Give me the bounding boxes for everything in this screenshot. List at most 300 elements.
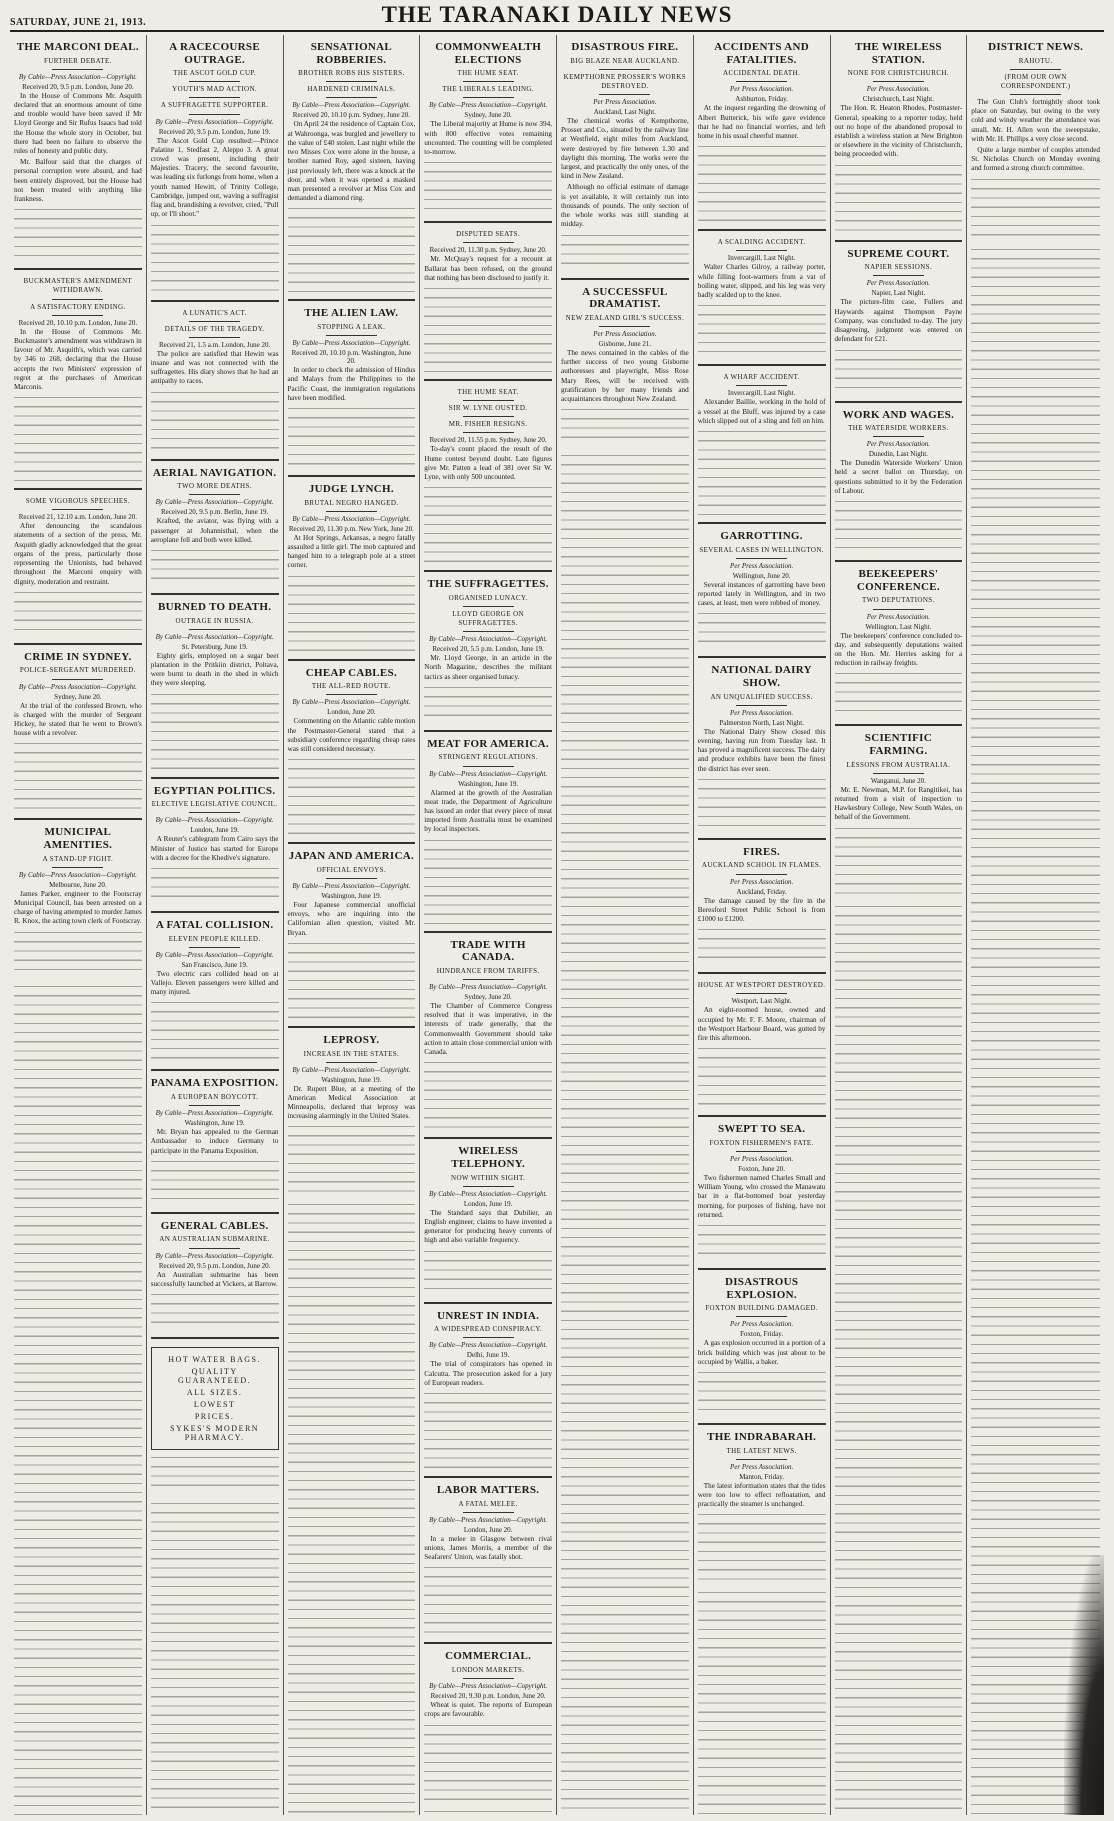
article [288, 299, 416, 469]
article-text-continuation [288, 405, 416, 469]
article-paragraph: In the House of Commons Mr. Buckmaster's amendment was withdrawn in favour of Mr. Asquith's, which was carried by 346 to 268, declaring that the House accepts the two Ministers' expression of regret at the purchases of American Marconis. [14, 327, 142, 391]
article-paragraph: Mr. Balfour said that the charges of personal corruption were absurd, and had been entirely disproved, but the House had not been treated with anything like frankness. [14, 158, 142, 204]
article-subheading: RAHOTU. [1018, 56, 1053, 65]
article-subheading: BROTHER ROBS HIS SISTERS. [298, 69, 405, 78]
article-dateline: Foxton, June 20. [738, 1164, 785, 1173]
heading-rule [736, 874, 787, 875]
article [698, 1115, 826, 1262]
article-headline: SUPREME COURT. [847, 247, 950, 260]
article-paragraph: Two fishermen named Charles Small and William Young, who crossed the Manawatu bar in a flat-bottomed boat yesterday morning, for purposes of fishing, have not returned. [697, 1173, 826, 1219]
article-byline: By Cable—Press Association—Copyright. [155, 816, 274, 825]
heading-rule [189, 321, 240, 322]
column-text-continuation [561, 452, 689, 1815]
heading-rule [326, 335, 377, 336]
article [151, 459, 279, 587]
article-headline: COMMONWEALTH ELECTIONS [435, 41, 542, 66]
article-paragraph: Alexander Baillie, working in the hold of a vessel at the Bluff, was injured by a case which slipped out of a sling and fell on him. [697, 398, 826, 425]
article-subheading: FOXTON BUILDING DAMAGED. [705, 1304, 818, 1313]
article-byline: By Cable—Press Association—Copyright. [429, 769, 548, 778]
article-paragraph: Dr. Rupert Blue, at a meeting of the American Medical Association at Minneapolis, declared that leprosy was increasing alarmingly in the United States. [287, 1084, 416, 1121]
advert-line: ALL SIZES. [186, 1387, 243, 1397]
article-text-continuation [424, 1059, 552, 1131]
article-dateline: Received 20, 9.5 p.m. London, June 20. [22, 82, 134, 91]
article-subheading: THE WATERSIDE WORKERS. [848, 424, 949, 433]
heading-rule [326, 511, 377, 512]
heading-rule [736, 1316, 787, 1317]
article-text-continuation [835, 825, 963, 897]
article-byline: Per Press Association. [730, 1320, 794, 1329]
article-subheading: THE HUME SEAT. [457, 388, 519, 397]
article-byline: By Cable—Press Association—Copyright. [429, 1682, 548, 1691]
column-text-continuation [151, 1500, 279, 1815]
article-byline: By Cable—Press Association—Copyright. [429, 101, 548, 110]
heading-rule [736, 705, 787, 706]
article-dateline: Wellington, June 20. [732, 571, 791, 580]
article-dateline: Westport, Last Night. [731, 997, 792, 1006]
article-byline: By Cable—Press Association—Copyright. [292, 1065, 411, 1074]
article-headline: UNREST IN INDIA. [437, 1309, 540, 1322]
advert-line: SYKES'S MODERN PHARMACY. [170, 1423, 260, 1442]
article-dateline: Sydney, June 20. [464, 111, 512, 120]
article-headline: DISASTROUS FIRE. [571, 41, 679, 53]
heading-rule [52, 867, 103, 868]
article-headline: SCIENTIFIC FARMING. [864, 732, 932, 758]
heading-rule [326, 878, 377, 879]
article-byline: By Cable—Press Association—Copyright. [18, 72, 137, 81]
article [698, 1268, 826, 1417]
article-text-continuation [424, 684, 552, 724]
heading-rule [463, 1337, 514, 1338]
article-text-continuation [424, 837, 552, 925]
article-paragraph: At the trial of the confessed Brown, who is charged with the murder of Sergeant Hickey, he stated that he went to Brown's house with a revolver. [14, 701, 142, 738]
article-subheading: THE LATEST NEWS. [726, 1446, 797, 1455]
article [698, 364, 826, 516]
article-text-continuation [424, 1248, 552, 1296]
heading-rule [599, 326, 650, 327]
article-byline: By Cable—Press Association—Copyright. [292, 882, 411, 890]
article-text-continuation [698, 610, 826, 650]
article-dateline: Sydney, June 20. [464, 993, 512, 1002]
article-text-continuation [424, 1390, 552, 1470]
article-paragraph: After denouncing the scandalous statements of a section of the press, Mr. Asquith gladly acknowledged that the great organs of the press, particularly those representing the Unionists, had behaved throughout the Marconi enquiry with dignity, moderation and restraint. [14, 522, 142, 586]
article-dateline: Invercargill, Last Night. [727, 389, 796, 398]
article-text-continuation [151, 389, 279, 453]
article-text-continuation [561, 406, 689, 446]
article-subheading: NOW WITHIN SIGHT. [450, 1173, 526, 1182]
article-headline: MEAT FOR AMERICA. [427, 737, 549, 750]
article-dateline: Received 20, 9.5 p.m. London, June 20. [158, 1261, 271, 1270]
article-subheading: POLICE-SERGEANT MURDERED. [19, 666, 136, 675]
advert-line: LOWEST [193, 1399, 236, 1409]
article-subheading: A STAND-UP FIGHT. [42, 854, 114, 863]
article-text-continuation [424, 1564, 552, 1636]
heading-rule [463, 416, 514, 417]
article-subheading: ORGANISED LUNACY. [448, 593, 528, 602]
article-subheading: TWO MORE DEATHS. [177, 482, 252, 491]
heading-rule [873, 436, 924, 437]
article-text-continuation [971, 176, 1100, 240]
article-subheading: DISPUTED SEATS. [456, 230, 521, 239]
article-paragraph: The Dunedin Waterside Workers' Union held a secret ballot on Thursday, on questions submitted to it by the Federation of Labour. [834, 459, 963, 495]
article-dateline: Palmerston North, Last Night. [719, 718, 804, 727]
article [698, 838, 826, 966]
article [424, 931, 552, 1132]
article [151, 1212, 279, 1331]
article-subheading: A WHARF ACCIDENT. [723, 373, 800, 382]
article-byline: Per Press Association. [593, 97, 657, 106]
article-dateline: Sydney, June 20. [54, 692, 102, 701]
article-subheading: A LUNATIC'S ACT. [182, 308, 247, 317]
article-dateline: Auckland, Friday. [736, 887, 787, 896]
article-byline: By Cable—Press Association—Copyright. [429, 1341, 548, 1350]
article-headline: EGYPTIAN POLITICS. [153, 784, 276, 797]
article-subheading: AN AUSTRALIAN SUBMARINE. [159, 1235, 270, 1244]
article-paragraph: At Hot Springs, Arkansas, a negro fatally assaulted a little girl. The mob captured and hanged him to a telegraph pole at a street corner. [287, 533, 416, 570]
article-byline: By Cable—Press Association—Copyright. [18, 870, 137, 879]
article-byline: Per Press Association. [866, 85, 930, 94]
article-dateline: Washington, June 19. [321, 892, 382, 900]
article [698, 656, 826, 831]
article-paragraph: In a melee in Glasgow between rival unions, James Morris, a member of the Seafarers' Union, was fatally shot. [424, 1534, 552, 1562]
heading-rule [189, 1248, 240, 1249]
article-paragraph: A gas explosion occurred in a portion of a brick building which was just about to be occupied by Wallis, a baker. [697, 1339, 826, 1366]
heading-rule [463, 1186, 514, 1187]
article-text-continuation [151, 1158, 279, 1206]
article-subheading: A EUROPEAN BOYCOTT. [170, 1093, 259, 1102]
news-column [284, 35, 421, 1815]
heading-rule [736, 558, 787, 559]
article-dateline: Received 20, 9.5 p.m. Berlin, June 19. [160, 508, 269, 517]
article-subheading: STRINGENT REGULATIONS. [438, 753, 538, 762]
article [14, 35, 142, 262]
article-headline: SWEPT TO SEA. [717, 1123, 806, 1136]
article-paragraph: Two electric cars collided head on at Vallejo. Eleven passengers were killed and many injured. [150, 969, 279, 997]
article-dateline: Melbourne, June 20. [49, 880, 107, 889]
article-subheading: LESSONS FROM AUSTRALIA. [846, 760, 951, 769]
article-headline: DISASTROUS EXPLOSION. [724, 1276, 799, 1301]
heading-rule [189, 494, 240, 495]
article-subheading: A SATISFACTORY ENDING. [30, 302, 126, 311]
article-byline: Per Press Association. [730, 561, 794, 570]
article-subheading: OUTRAGE IN RUSSIA. [175, 616, 254, 625]
article-paragraph: Alarmed at the growth of the Australian meat trade, the Department of Agriculture has issued an order that every piece of meat imported from Australia must be examined by local inspectors. [424, 788, 552, 834]
article-subheading: FURTHER DEBATE. [43, 56, 112, 65]
article-headline: CRIME IN SYDNEY. [24, 650, 132, 663]
article-paragraph: The National Dairy Show closed this evening, having run from Tuesday last. It has proved a magnificent success. The dairy and produce exhibits have been the finest the district has ever seen. [697, 727, 826, 773]
article-subheading: SOME VIGOROUS SPEECHES. [25, 497, 130, 506]
heading-rule [52, 69, 103, 70]
article-paragraph: The Gun Club's fortnightly shoot took place on Saturday, but owing to the very cold and windy weather the attendance was small. Mr. H. Allen won the sweepstake, with Mr. H. Phillips a very close second. [971, 97, 1100, 143]
article-byline: Per Press Association. [866, 440, 930, 449]
article-paragraph: Mr. E. Newman, M.P. for Rangitikei, has returned from a visit of inspection to Hawkesbury College, New South Wales, on behalf of the Government. [834, 785, 963, 822]
article-text-continuation [14, 589, 142, 637]
article-headline: GENERAL CABLES. [160, 1219, 269, 1232]
article [698, 1423, 826, 1583]
article-paragraph: The Ascot Gold Cup resulted:—Prince Palatine 1, Stedfast 2, Aleppo 3. A great crowd was present, including their Majesties. Tracery, the second favourite, was leading six furlongs from home, when a youth named Hewitt, of Trinity College, Cambridge, jumped out, waving a suffragist flag and, brandishing a revolver, cried, "Pull up, or I'll shoot." [150, 136, 279, 219]
article-paragraph: The Chamber of Commerce Congress resolved that it was imperative, in the interests of trade generally, that the Commonwealth Government should take action to attain close commercial union with Canada. [424, 1002, 552, 1057]
heading-rule [463, 1678, 514, 1679]
article [288, 842, 416, 1020]
article-subheading: TWO DEPUTATIONS. [862, 596, 935, 605]
article-headline: BURNED TO DEATH. [157, 600, 272, 613]
article-dateline: London, June 19. [463, 1199, 513, 1208]
heading-rule [736, 385, 787, 386]
article-dateline: Wanganui, June 20. [870, 776, 926, 785]
article-paragraph: Quite a large number of couples attended St. Nicholas Church on Monday evening and formed a strong church committee. [971, 146, 1100, 173]
article-byline: Per Press Association. [730, 877, 794, 886]
article-text-continuation [151, 1454, 279, 1494]
article-text-continuation [14, 394, 142, 482]
article-subheading: BRUTAL NEGRO HANGED. [304, 498, 399, 507]
article-dateline: London, June 20. [463, 1525, 513, 1534]
article-headline: GARROTTING. [720, 529, 803, 542]
article-dateline: Received 21, 12.10 a.m. London, June 20. [18, 513, 137, 522]
page-damage-stain [1064, 1555, 1104, 1815]
article-subheading: HARDENED CRIMINALS. [307, 85, 396, 94]
article-text-continuation [698, 1511, 826, 1583]
article-paragraph: Although no official estimate of damage is yet available, it will certainly run into thousands of pounds. The only section of the whole works was still standing at midday. [561, 183, 689, 229]
article-dateline: Gisborne, June 21. [598, 339, 652, 348]
article [14, 818, 142, 976]
news-column [831, 35, 968, 1815]
article-subheading: A SCALDING ACCIDENT. [717, 238, 806, 247]
heading-rule [189, 1105, 240, 1106]
article-dateline: Delhi, June 19. [466, 1351, 510, 1360]
heading-rule [463, 432, 514, 433]
heading-rule [463, 606, 514, 607]
article [14, 488, 142, 637]
article-byline: By Cable—Press Association—Copyright. [155, 498, 274, 507]
article-headline: JUDGE LYNCH. [308, 483, 394, 496]
article-dateline: Foxton, Friday. [740, 1330, 784, 1339]
heading-rule [463, 979, 514, 980]
article [698, 229, 826, 358]
article-paragraph: The picture-film case, Fullers and Haywards against Thompson Payne Company, was concluded to-day. The jury disagreeing, judgment was entered on defendant for £21. [834, 298, 963, 344]
article-paragraph: Mr. Bryan has appealed to the German Ambassador to induce Germany to participate in the Panama Exposition. [150, 1128, 279, 1155]
article-text-continuation [698, 143, 826, 223]
advert-line: HOT WATER BAGS. [168, 1354, 261, 1364]
article-text-continuation [698, 1222, 826, 1262]
article-headline: A SUCCESSFUL DRAMATIST. [582, 285, 668, 311]
article-dateline: London, June 20. [327, 708, 376, 717]
article-headline: FIRES. [743, 845, 781, 858]
article [424, 1476, 552, 1636]
heading-rule [52, 679, 103, 680]
article-text-continuation [151, 1291, 279, 1331]
article-dateline: London, June 19. [190, 826, 239, 835]
article-byline: By Cable—Press Association—Copyright. [292, 514, 411, 523]
article-paragraph: The latest information states that the tides were too low to effect refloatation, and practically the steamer is unchanged. [697, 1481, 826, 1509]
article [151, 300, 279, 453]
article-text-continuation [151, 999, 279, 1063]
article-subheading: AN UNQUALIFIED SUCCESS. [710, 692, 813, 701]
heading-rule [52, 315, 103, 316]
article-text-continuation [424, 159, 552, 215]
heading-rule [52, 509, 103, 510]
article-subheading: HINDRANCE FROM TARIFFS. [436, 966, 540, 975]
article-byline: By Cable—Press Association—Copyright. [155, 1251, 274, 1260]
heading-rule [189, 97, 240, 98]
article-dateline: Received 20, 11.30 p.m. Sydney, June 20. [429, 246, 547, 255]
article [424, 221, 552, 373]
article [151, 777, 279, 905]
article-subheading: NEW ZEALAND GIRL'S SUCCESS. [565, 313, 685, 322]
article [424, 1642, 552, 1801]
article-paragraph: The trial of conspirators has opened in Calcutta. The prosecution asked for a jury of European readers. [424, 1360, 552, 1387]
article-text-continuation [835, 162, 963, 234]
news-column [694, 35, 831, 1815]
article-dateline: Received 20, 11.55 p.m. Sydney, June 20. [429, 436, 547, 445]
article [151, 1069, 279, 1205]
article-subheading: THE ASCOT GOLD CUP. [173, 69, 257, 78]
article-subheading: NONE FOR CHRISTCHURCH. [847, 69, 949, 78]
article [698, 522, 826, 650]
article-byline: By Cable—Press Association—Copyright. [155, 117, 274, 126]
heading-rule [189, 812, 240, 813]
article-headline: JAPAN AND AMERICA. [288, 850, 415, 863]
article [835, 401, 963, 555]
article-subheading: STOPPING A LEAK. [317, 323, 386, 332]
article-subheading: A FATAL MELEE. [458, 1499, 518, 1508]
heading-rule [189, 629, 240, 630]
article-subheading: FOXTON FISHERMEN'S FATE. [709, 1138, 814, 1147]
article-dateline: Wellington, Last Night. [865, 622, 932, 631]
news-column [147, 35, 284, 1815]
heading-rule [873, 275, 924, 276]
article-subheading: THE LIBERALS LEADING. [442, 85, 535, 94]
article-subheading: THE HUME SEAT. [457, 69, 519, 78]
article-headline: WIRELESS TELEPHONY. [451, 1145, 526, 1170]
article-dateline: Received 20, 5.5 p.m. London, June 19. [432, 645, 544, 654]
article [288, 35, 416, 293]
article-paragraph: Several instances of garrotting have been reported lately in Wellington, and in two cases, at least, men were robbed of money. [697, 580, 826, 608]
article-text-continuation [698, 1045, 826, 1109]
article-dateline: Received 21, 1.5 a.m. London, June 20. [159, 340, 271, 349]
column-text-continuation [14, 983, 142, 1815]
article [561, 35, 689, 272]
article [151, 35, 279, 294]
article [424, 1302, 552, 1470]
article-byline: By Cable—Press Association—Copyright. [292, 339, 411, 348]
article-subheading: A SUFFRAGETTE SUPPORTER. [160, 101, 269, 110]
heading-rule [736, 993, 787, 994]
article-byline: Per Press Association. [593, 329, 657, 338]
article-subheading: ELECTIVE LEGISLATIVE COUNCIL. [151, 800, 278, 809]
column-text-continuation [835, 903, 963, 1815]
heading-rule [736, 1151, 787, 1152]
article-headline: MUNICIPAL AMENITIES. [43, 826, 113, 852]
article-paragraph: Four Japanese commercial unofficial envoys, who are inquiring into the Californian alien question, visited Mr. Bryan. [287, 901, 416, 937]
heading-rule [463, 242, 514, 243]
column-text-continuation [288, 1201, 416, 1815]
heading-rule [873, 609, 924, 610]
article [835, 560, 963, 718]
article-headline: NATIONAL DAIRY SHOW. [711, 664, 812, 689]
article-text-continuation [151, 222, 279, 294]
article-subheading: BIG BLAZE NEAR AUCKLAND. [570, 56, 680, 65]
article [14, 268, 142, 482]
article [698, 972, 826, 1109]
article [561, 278, 689, 447]
heading-rule [463, 400, 514, 401]
article-text-continuation [151, 547, 279, 587]
article-text-continuation [698, 1369, 826, 1417]
article-subheading: DETAILS OF THE TRAGEDY. [164, 324, 265, 333]
article-headline: A FATAL COLLISION. [155, 918, 274, 931]
article-text-continuation [424, 484, 552, 564]
article-text-continuation [698, 428, 826, 516]
article-byline: By Cable—Press Association—Copyright. [429, 1515, 548, 1524]
article-dateline: St. Petersburg, June 19. [181, 642, 248, 651]
heading-rule [463, 1512, 514, 1513]
heading-rule [463, 97, 514, 98]
article-headline: WORK AND WAGES. [842, 408, 955, 421]
article-subheading: (FROM OUR OWN CORRESPONDENT.) [1000, 72, 1071, 90]
heading-rule [736, 1459, 787, 1460]
article-text-continuation [288, 756, 416, 836]
article-byline: By Cable—Press Association—Copyright. [155, 632, 274, 641]
article-text-continuation [835, 498, 963, 554]
article [424, 1137, 552, 1295]
article-headline: BEEKEEPERS' CONFERENCE. [856, 568, 940, 593]
news-column [10, 35, 147, 1815]
article-headline: DISTRICT NEWS. [988, 41, 1084, 53]
article-paragraph: The Liberal majority at Hume is now 394, with 800 effective votes remaining uncounted. The counting will be completed to-morrow. [424, 120, 552, 157]
article-byline: By Cable—Press Association—Copyright. [155, 950, 274, 959]
article-dateline: Manton, Friday. [739, 1472, 785, 1481]
article-byline: Per Press Association. [730, 1154, 794, 1163]
article-headline: THE SUFFRAGETTES. [427, 578, 549, 591]
article-dateline: Christchurch, Last Night. [862, 95, 934, 104]
heading-rule [189, 114, 240, 115]
article-headline: THE ALIEN LAW. [304, 307, 399, 320]
article-paragraph: The damage caused by the fire in the Beresford Street Public School is from £1000 to £1200. [697, 896, 826, 923]
article-subheading: OFFICIAL ENVOYS. [316, 865, 387, 874]
article-headline: ACCIDENTS AND FATALITIES. [714, 41, 809, 66]
article-byline: Per Press Association. [866, 279, 930, 288]
article [151, 1337, 279, 1494]
article [835, 35, 963, 234]
article-paragraph: A Reuter's cablegram from Cairo says the Minister of Justice has started for Europe with a decree for the Khedive's signature. [150, 835, 279, 862]
heading-rule [873, 81, 924, 82]
heading-rule [326, 1062, 377, 1063]
heading-rule [1010, 69, 1062, 70]
heading-rule [189, 81, 240, 82]
article-text-continuation [151, 865, 279, 905]
article-paragraph: Walter Charles Gilroy, a railway porter, while filling foot-warmers from a vat of boiling water, slipped, and his leg was very badly scalded up to the knee. [697, 263, 826, 299]
article-subheading: YOUTH'S MAD ACTION. [172, 85, 258, 94]
article-paragraph: Mr. Lloyd George, in an article in the North Magazine, describes the militant tactics as sheer organised lunacy. [424, 654, 552, 681]
article-subheading: THE ALL-RED ROUTE. [311, 682, 391, 691]
column-text-continuation [698, 1589, 826, 1815]
article-paragraph: An Australian submarine has been successfully launched at Vickers, at Barrow. [150, 1270, 279, 1288]
article-subheading: SEVERAL CASES IN WELLINGTON. [699, 545, 824, 554]
article [424, 35, 552, 215]
article [288, 659, 416, 837]
article-subheading: A WIDESPREAD CONSPIRACY. [434, 1325, 543, 1334]
column-text-continuation [424, 1808, 552, 1815]
article-byline: Per Press Association. [730, 85, 794, 94]
article-subheading: HOUSE AT WESTPORT DESTROYED. [697, 981, 826, 990]
news-columns [10, 35, 1104, 1815]
article-dateline: San Francisco, June 19. [181, 960, 248, 969]
article-byline: By Cable—Press Association—Copyright. [292, 101, 411, 110]
article-headline: PANAMA EXPOSITION. [150, 1077, 279, 1090]
article-text-continuation [424, 1722, 552, 1802]
article-paragraph: Commenting on the Atlantic cable motion the Postmaster-General stated that a subsidiary conference regarding cheap rates was still considered necessary. [287, 717, 416, 754]
issue-date: SATURDAY, JUNE 21, 1913. [10, 17, 147, 28]
article-dateline: Dunedin, Last Night. [868, 450, 928, 459]
